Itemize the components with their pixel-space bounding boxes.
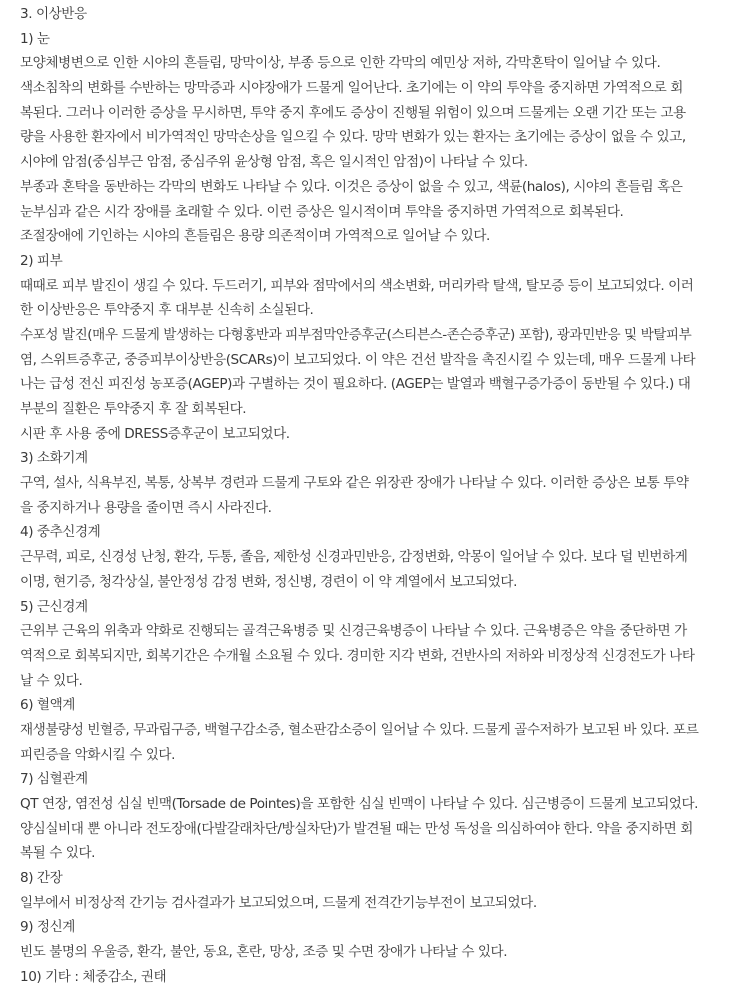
text-line: 복될 수 있다.	[20, 845, 96, 862]
text-line: 시야에 암점(중심부근 암점, 중심주위 윤상형 암점, 혹은 일시적인 암점)이 나타날 수 있다.	[20, 154, 528, 171]
text-line: 구역, 설사, 식욕부진, 복통, 상복부 경련과 드물게 구토와 같은 위장관 장애가 나타날 수 있다. 이러한 증상은 보통 투약	[20, 475, 689, 492]
text-line: 3) 소화기계	[20, 450, 88, 467]
text-line: 부분의 질환은 투약중지 후 잘 회복된다.	[20, 401, 247, 417]
text-line: 근무력, 피로, 신경성 난청, 환각, 두통, 졸음, 제한성 신경과민반응, 감정변화, 악몽이 일어날 수 있다. 보다 덜 빈번하게	[20, 549, 688, 566]
text-line: 눈부심과 같은 시각 장애를 초래할 수 있다. 이런 증상은 일시적이며 투약을 중지하면 가역적으로 회복된다.	[20, 203, 624, 220]
text-line: 색소침착의 변화를 수반하는 망막증과 시야장애가 드물게 일어난다. 초기에는 이 약의 투약을 중지하면 가역적으로 회	[20, 80, 683, 97]
text-line: 때때로 피부 발진이 생길 수 있다. 두드러기, 피부와 점막에서의 색소변화, 머리카락 탈색, 탈모증 등이 보고되었다. 이러	[20, 277, 694, 294]
text-line: 4) 중추신경계	[20, 524, 101, 541]
text-line: 빈도 불명의 우울증, 환각, 불안, 동요, 혼란, 망상, 조증 및 수면 장애가 나타날 수 있다.	[20, 944, 508, 961]
text-line: 모양체병변으로 인한 시야의 흔들림, 망막이상, 부종 등으로 인한 각막의 예민상 저하, 각막혼탁이 일어날 수 있다.	[20, 55, 661, 72]
text-line: 양심실비대 뿐 아니라 전도장애(다발갈래차단/방실차단)가 발견될 때는 만성 독성을 의심하여야 한다. 약을 중지하면 회	[20, 820, 693, 837]
text-line: 피린증을 악화시킬 수 있다.	[20, 746, 175, 763]
text-line: 수포성 발진(매우 드물게 발생하는 다형홍반과 피부점막안증후군(스티븐스-존슨증후군) 포함), 광과민반응 및 박탈피부	[20, 326, 692, 343]
text-line: 일부에서 비정상적 간기능 검사결과가 보고되었으며, 드물게 전격간기능부전이 보고되었다.	[20, 894, 537, 911]
text-line: QT 연장, 염전성 심실 빈맥(Torsade de Pointes)을 포함한 심실 빈맥이 나타날 수 있다. 심근병증이 드물게 보고되었다.	[20, 796, 698, 812]
text-line: 부종과 혼탁을 동반하는 각막의 변화도 나타날 수 있다. 이것은 증상이 없을 수 있고, 색륜(halos), 시야의 흔들림 혹은	[20, 178, 683, 195]
text-line: 10) 기타 : 체중감소, 권태	[20, 968, 167, 985]
text-line: 9) 정신계	[20, 919, 75, 936]
text-line: 염, 스위트증후군, 중증피부이상반응(SCARs)이 보고되었다. 이 약은 건선 발작을 촉진시킬 수 있는데, 매우 드물게 나타	[20, 351, 696, 368]
text-line: 2) 피부	[20, 252, 63, 269]
text-line: 나는 급성 전신 피진성 농포증(AGEP)과 구별하는 것이 필요하다. (AGEP는 발열과 백혈구증가증이 동반될 수 있다.) 대	[20, 376, 691, 393]
text-line: 근위부 근육의 위축과 약화로 진행되는 골격근육병증 및 신경근육병증이 나타날 수 있다. 근육병증은 약을 중단하면 가	[20, 623, 687, 640]
text-line: 재생불량성 빈혈증, 무과립구증, 백혈구감소증, 혈소판감소증이 일어날 수 있다. 드물게 골수저하가 보고된 바 있다. 포르	[20, 721, 699, 738]
text-line: 1) 눈	[20, 30, 50, 47]
text-line: 시판 후 사용 중에 DRESS증후군이 보고되었다.	[20, 425, 290, 442]
text-line: 역적으로 회복되지만, 회복기간은 수개월 소요될 수 있다. 경미한 지각 변화, 건반사의 저하와 비정상적 신경전도가 나타	[20, 647, 695, 664]
section-heading: 3. 이상반응	[20, 6, 87, 22]
text-line: 복된다. 그러나 이러한 증상을 무시하면, 투약 중지 후에도 증상이 진행될 위험이 있으며 드물게는 오랜 기간 또는 고용	[20, 104, 686, 121]
text-line: 조절장애에 기인하는 시야의 흔들림은 용량 의존적이며 가역적으로 일어날 수 있다.	[20, 228, 490, 245]
text-line: 8) 간장	[20, 870, 63, 887]
text-line: 한 이상반응은 투약중지 후 대부분 신속히 소실된다.	[20, 302, 314, 319]
text-line: 날 수 있다.	[20, 672, 83, 689]
text-line: 이명, 현기증, 청각상실, 불안정성 감정 변화, 정신병, 경련이 이 약 계열에서 보고되었다.	[20, 573, 517, 590]
text-line: 7) 심혈관계	[20, 771, 88, 788]
text-line: 량을 사용한 환자에서 비가역적인 망막손상을 일으킬 수 있다. 망막 변화가 있는 환자는 초기에는 증상이 없을 수 있고,	[20, 129, 686, 146]
text-line: 5) 근신경계	[20, 598, 88, 615]
text-line: 을 중지하거나 용량을 줄이면 즉시 사라진다.	[20, 499, 272, 516]
text-line: 6) 혈액계	[20, 697, 75, 714]
